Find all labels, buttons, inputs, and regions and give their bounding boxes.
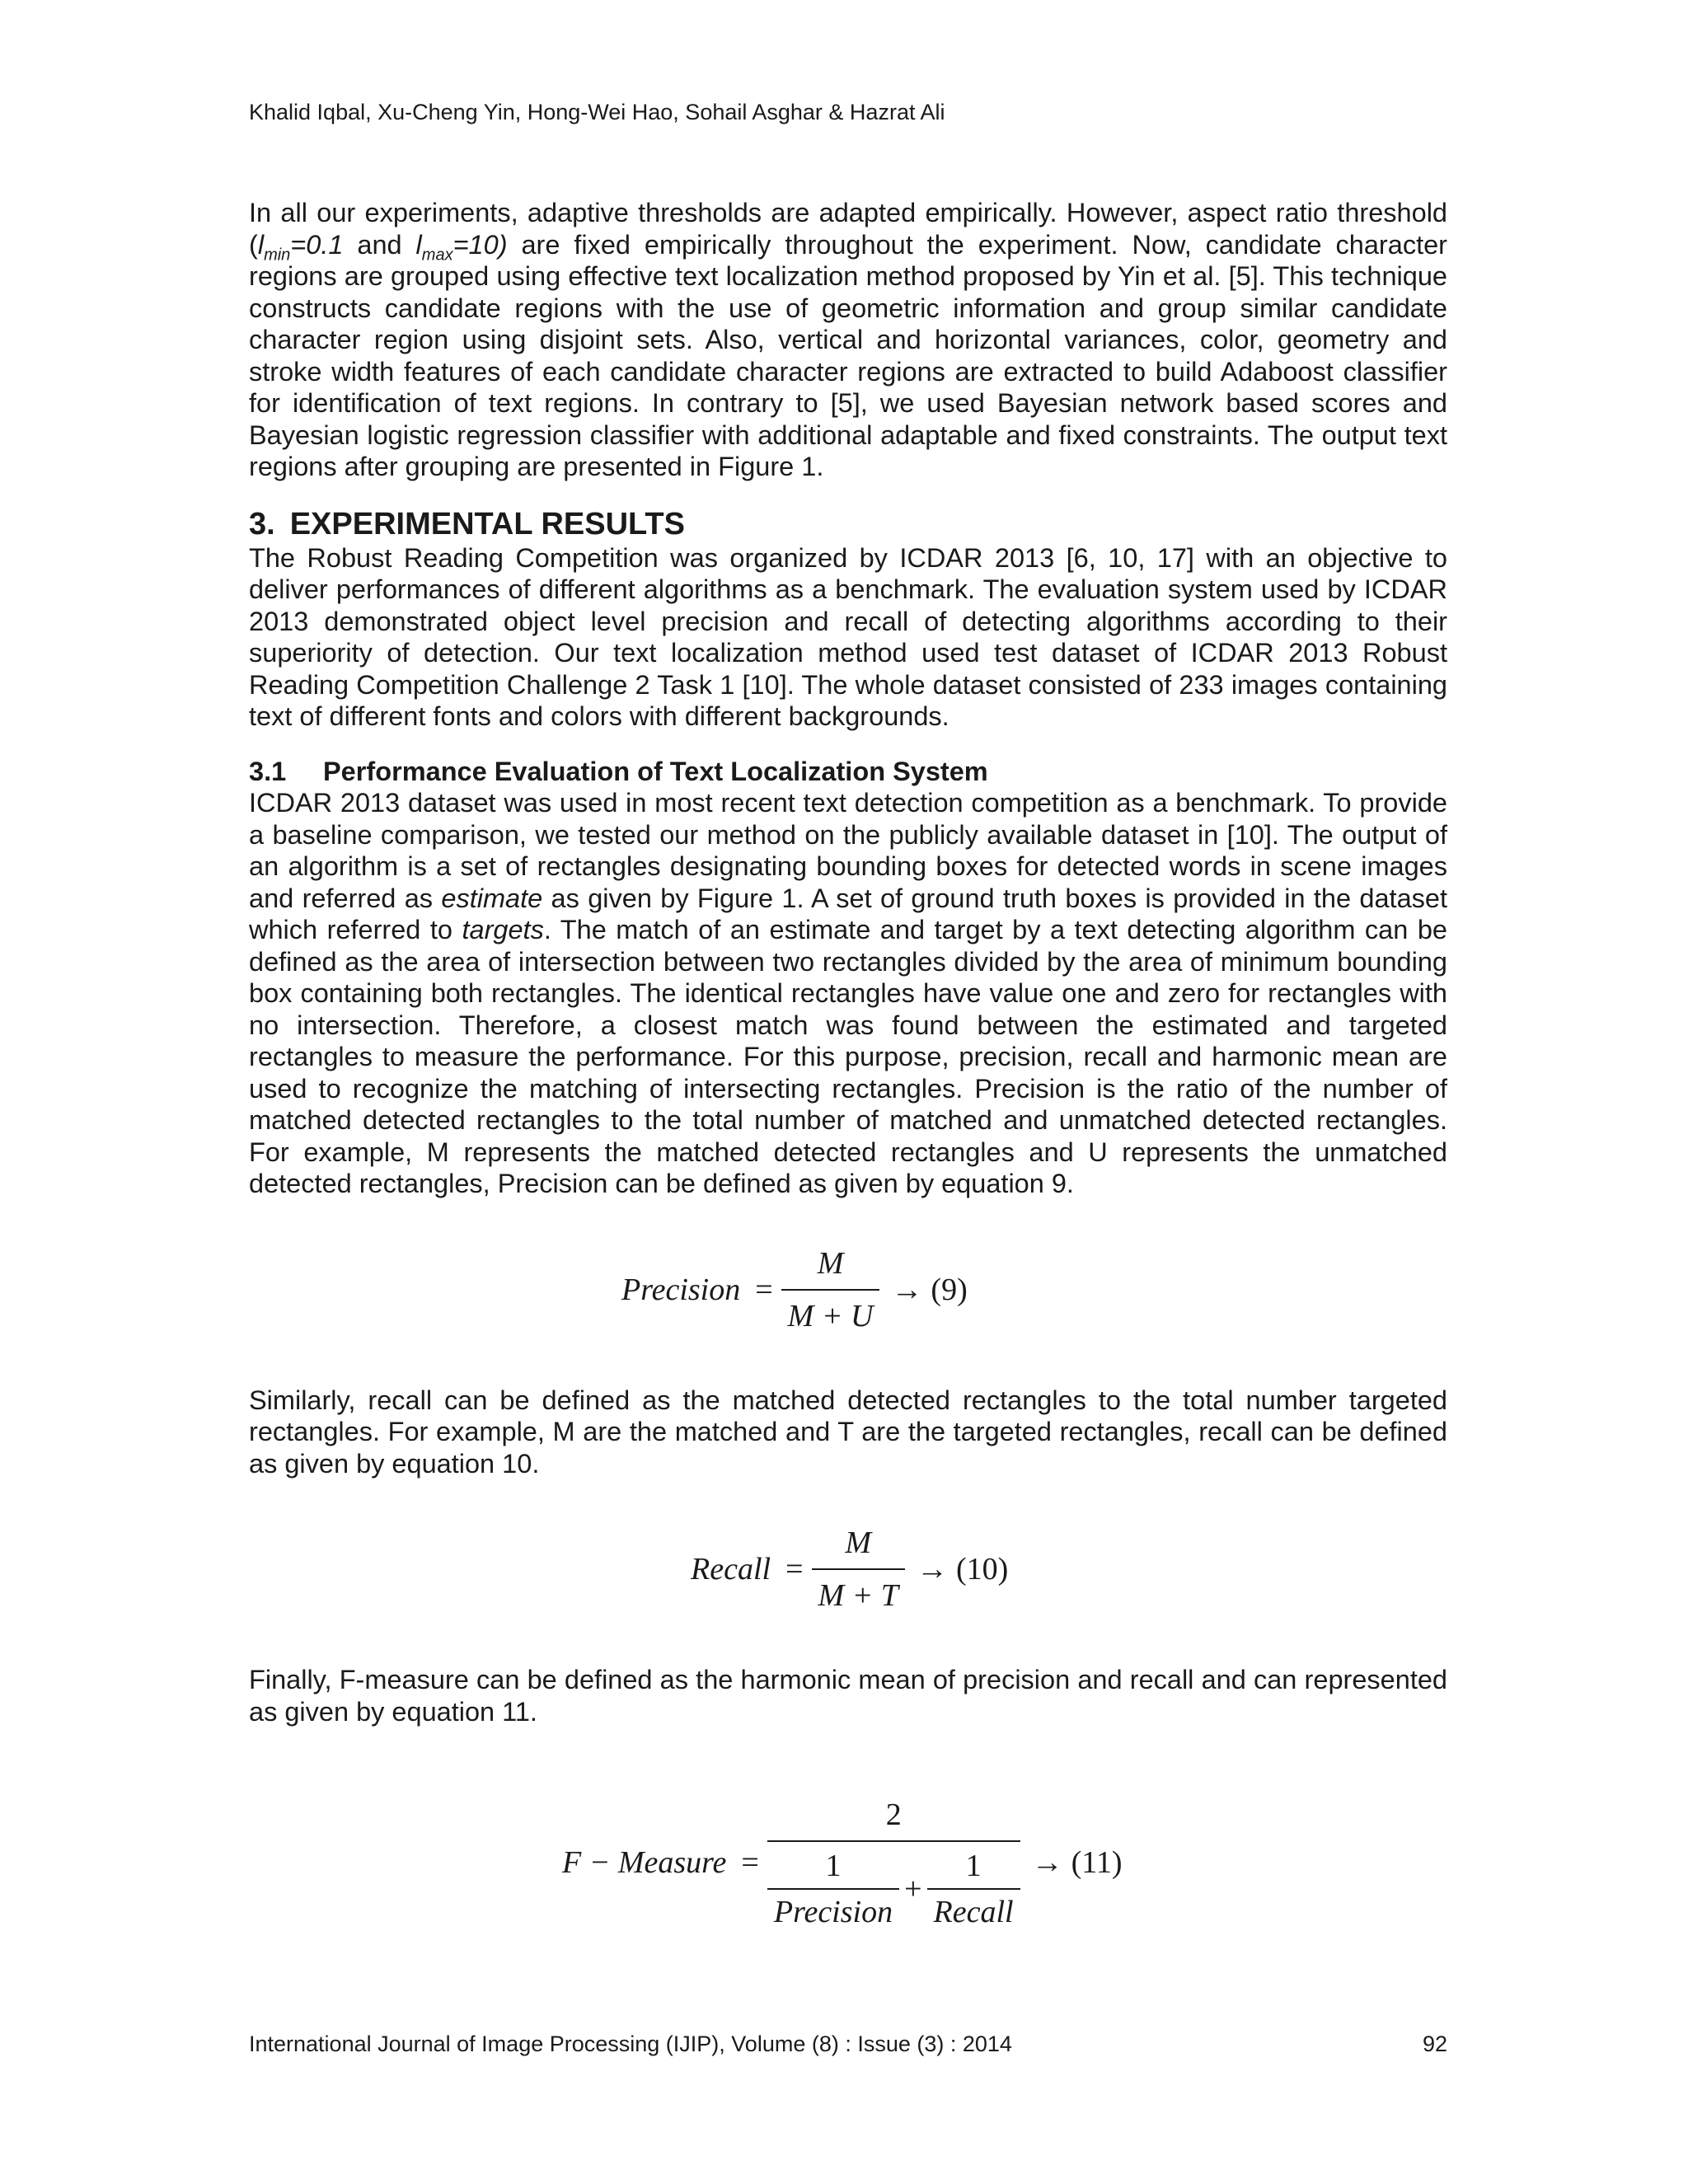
running-header: Khalid Iqbal, Xu-Cheng Yin, Hong-Wei Hao, Sohail Asghar & Hazrat Ali bbox=[249, 100, 945, 124]
equation-9 bbox=[249, 1228, 1447, 1352]
intro-text-rest: are fixed empirically throughout the experiment. Now, candidate character regions are grouped using effective text localization method proposed by Yin et al. [5]. This technique constructs candidate regions with the use of geometric information and group similar candidate character region using disjoint sets. Also, vertical and horizontal variances, color, geometry and stroke width features of each candidate character regions are extracted to build Adaboost classifier for identification of text regions. In contrary to [5], we used Bayesian network based scores and Bayesian logistic regression classifier with additional adaptable and fixed constraints. The output text regions after grouping are presented in Figure 1. bbox=[249, 229, 1447, 481]
eq11-number: (11) bbox=[1071, 1844, 1123, 1880]
running-footer bbox=[249, 2029, 1447, 2059]
eq9-numerator: M bbox=[817, 1245, 844, 1281]
section-title: EXPERIMENTAL RESULTS bbox=[289, 506, 685, 541]
recall-paragraph: Similarly, recall can be defined as the matched detected rectangles to the total number targeted rectangles. For example, M are the matched and T are the targeted rectangles, recall can be defined as given by equation 10. bbox=[249, 1385, 1447, 1479]
section3-paragraph: The Robust Reading Competition was organized by ICDAR 2013 [6, 10, 17] with an objective to deliver performances of different algorithms as a benchmark. The evaluation system used by ICDAR 2013 demonstrated object level precision and recall of detecting algorithms according to their superiority of detection. Our text localization method used test dataset of ICDAR 2013 Robust Reading Competition Challenge 2 Task 1 [10]. The whole dataset consisted of 233 images containing text of different fonts and colors with different backgrounds. bbox=[249, 542, 1447, 731]
eq11-arrow: → bbox=[1031, 1844, 1063, 1880]
eq9-lhs: Precision bbox=[621, 1272, 741, 1307]
footer-journal: International Journal of Image Processing (IJIP), Volume (8) : Issue (3) : 2014 bbox=[249, 2032, 1012, 2056]
footer-page-number: 92 bbox=[1422, 2032, 1447, 2056]
subsection-paragraph: ICDAR 2013 dataset was used in most recent text detection competition as a benchmark. To provide a baseline comparison, we tested our method on the publicly available dataset in [10]. The output of an algorithm is a set of rectangles designating bounding boxes for detected words in scene images and referred as estimate as given by Figure 1. A set of ground truth boxes is provided in the dataset which referred to targets. The match of an estimate and target by a text detecting algorithm can be defined as the area of intersection between two rectangles divided by the area of minimum bounding box containing both rectangles. The identical rectangles have value one and zero for rectangles with no intersection. Therefore, a closest match was found between the estimated and targeted rectangles to measure the performance. For this purpose, precision, recall and harmonic mean are used to recognize the matching of intersecting rectangles. Precision is the ratio of the number of matched detected rectangles to the total number of matched and unmatched detected rectangles. For example, M represents the matched detected rectangles and U represents the unmatched detected rectangles, Precision can be defined as given by equation 9. bbox=[249, 788, 1448, 1198]
eq11-lhs: F − Measure bbox=[562, 1844, 727, 1880]
eq11-precision-fraction: $\frac{1}{\text{Precision}}$ bbox=[767, 1849, 899, 1929]
subsection-heading bbox=[249, 756, 1447, 788]
eq11-plus: + bbox=[904, 1871, 922, 1906]
section-number: 3. bbox=[249, 506, 275, 541]
eq9-number: (9) bbox=[931, 1272, 968, 1307]
eq11-fraction-bar bbox=[767, 1840, 1020, 1842]
eq10-fraction bbox=[812, 1524, 905, 1615]
eq11-equals: = bbox=[741, 1844, 759, 1880]
intro-and: and bbox=[343, 229, 416, 260]
eq10-lhs: Recall bbox=[691, 1552, 771, 1586]
eq9-arrow: → bbox=[891, 1272, 923, 1307]
subsection-title: Performance Evaluation of Text Localization System bbox=[323, 756, 988, 786]
eq10-numerator: M bbox=[845, 1526, 872, 1560]
eq9-fraction bbox=[781, 1244, 880, 1335]
eq11-numerator: 2 bbox=[885, 1797, 902, 1832]
section-heading bbox=[249, 506, 1447, 542]
lmin-term: $l_{min}=0.1$ bbox=[257, 229, 344, 264]
eq9-fraction-bar bbox=[781, 1289, 880, 1291]
equation-10 bbox=[249, 1507, 1447, 1631]
eq10-fraction-bar bbox=[812, 1568, 905, 1570]
equation-11 bbox=[249, 1774, 1447, 1951]
eq10-number: (10) bbox=[955, 1552, 1009, 1586]
targets-term: targets bbox=[462, 915, 544, 944]
fmeasure-paragraph: Finally, F-measure can be defined as the harmonic mean of precision and recall and can represented as given by equation 11. bbox=[249, 1665, 1447, 1727]
eq9-equals: = bbox=[755, 1272, 773, 1307]
eq11-denominator bbox=[767, 1849, 1020, 1929]
eq10-denominator: M + T bbox=[818, 1578, 898, 1613]
eq9-denominator: M + U bbox=[787, 1298, 874, 1333]
intro-text-start: In all our experiments, adaptive thresholds are adapted empirically. However, aspect ratio threshold ( bbox=[249, 198, 1447, 260]
page-body bbox=[249, 197, 1447, 1951]
eq10-equals: = bbox=[785, 1552, 804, 1586]
eq11-recall-fraction: $\frac{1}{\text{Recall}}$ bbox=[927, 1849, 1020, 1929]
estimate-term: estimate bbox=[441, 883, 543, 913]
intro-paragraph bbox=[249, 197, 1447, 483]
lmax-term: $l_{max}=10$) bbox=[415, 229, 508, 264]
eq11-fraction bbox=[767, 1796, 1020, 1929]
subsection-number: 3.1 bbox=[249, 756, 287, 786]
eq10-arrow: → bbox=[916, 1552, 948, 1586]
